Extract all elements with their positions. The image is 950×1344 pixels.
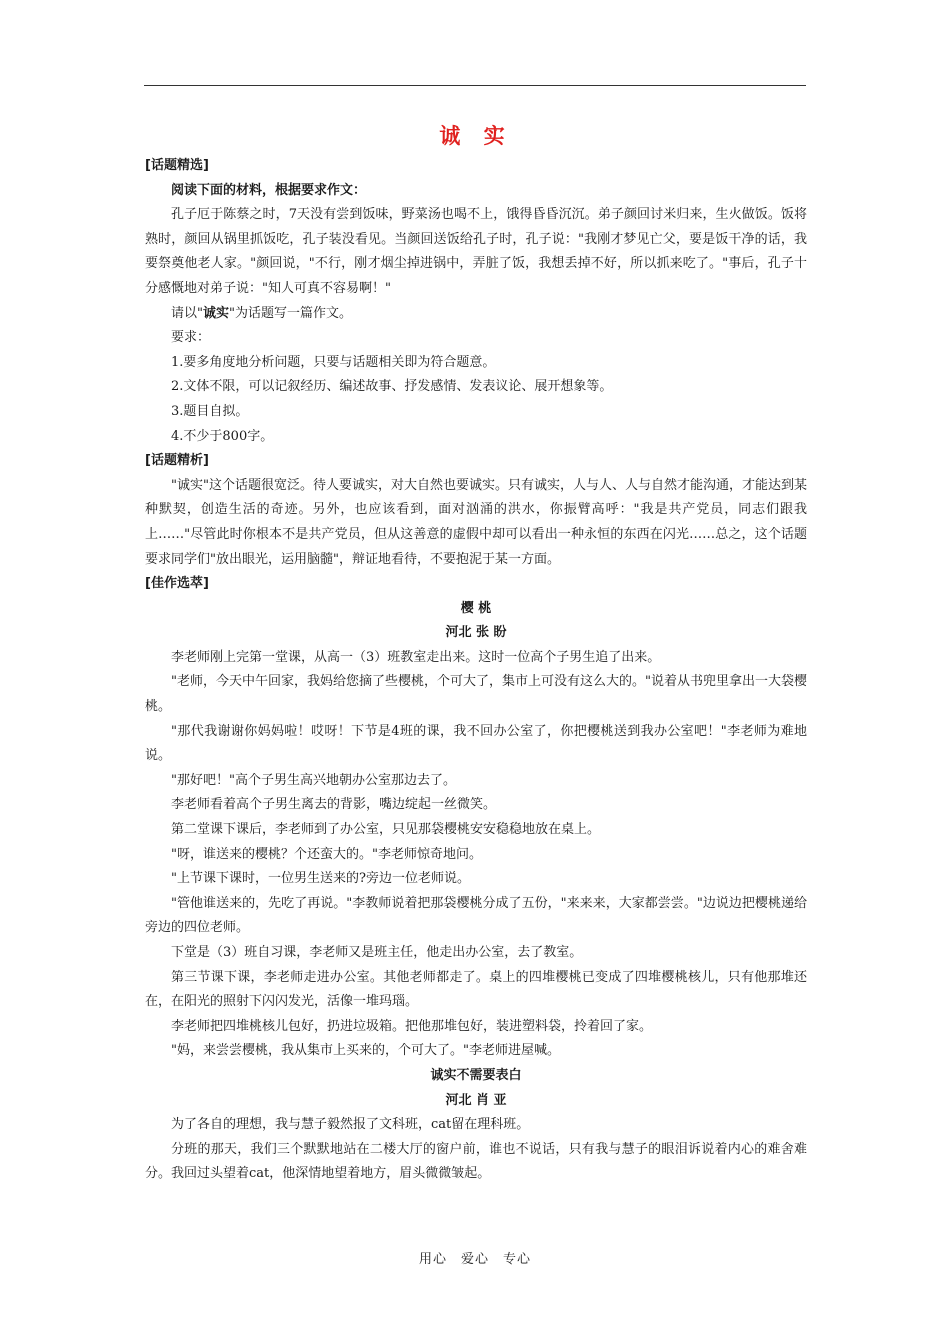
requirement-item: 3.题目自拟。 — [171, 403, 249, 419]
requirements-label: 要求： — [171, 330, 211, 346]
essay1-paragraph: 第三节课下课，李老师走进办公室。其他老师都走了。桌上的四堆樱桃已变成了四堆樱桃核儿，只有他那堆还在，在阳光的照射下闪闪发光，活像一堆玛瑙。 — [145, 969, 807, 1010]
document-body — [145, 120, 807, 1187]
requirement-item: 1.要多角度地分析问题，只要与话题相关即为符合题意。 — [171, 354, 496, 370]
requirement-item: 2.文体不限，可以记叙经历、编述故事、抒发感情、发表议论、展开想象等。 — [171, 379, 613, 395]
section-topic-analysis: [话题精析] — [145, 453, 209, 469]
essay1-paragraph: "上节课下课时，一位男生送来的?旁边一位老师说。 — [171, 871, 470, 887]
essay1-paragraph: "老师，今天中午回家，我妈给您摘了些樱桃，个可大了，集市上可没有这么大的。"说着从书兜里拿出一大袋樱桃。 — [145, 674, 807, 715]
requirement-item: 4.不少于800字。 — [171, 428, 274, 444]
essay1-paragraph: 李老师看着高个子男生离去的背影，嘴边绽起一丝微笑。 — [171, 797, 497, 813]
instruction: 阅读下面的材料，根据要求作文： — [171, 182, 367, 198]
essay1-paragraph: "管他谁送来的，先吃了再说。"李教师说着把那袋樱桃分成了五份，"来来来，大家都尝尝。"边说边把樱桃递给旁边的四位老师。 — [145, 895, 807, 936]
section-essays: [佳作选萃] — [145, 576, 209, 592]
page-title: 诚 实 — [439, 124, 513, 148]
page-footer: 用心 爱心 专心 — [418, 1252, 531, 1267]
essay1-paragraph: "呀，谁送来的樱桃？个还蛮大的。"李老师惊奇地问。 — [171, 846, 482, 862]
essay1-paragraph: "妈，来尝尝樱桃，我从集市上买来的，个可大了。"李老师进屋喊。 — [171, 1043, 560, 1059]
prompt-topic: 诚实 — [202, 305, 229, 321]
essay1-paragraph: 李老师把四堆桃核儿包好，扔进垃圾箱。把他那堆包好，装进塑料袋，拎着回了家。 — [171, 1018, 653, 1034]
essay2-title: 诚实不需要表白 — [430, 1067, 522, 1083]
analysis-paragraph: "诚实"这个话题很宽泛。待人要诚实，对大自然也要诚实。只有诚实，人与人、人与自然才能沟通，才能达到某种默契，创造生活的奇迹。另外，也应该看到，面对汹涌的洪水，你振臂高呼："我是共产党员，同志们跟我上……"尽管此时你根本不是共产党员，但从这善意的虚假中却可以看出一种永恒的东西在闪光……总之，这个话题要求同学们"放出眼光，运用脑髓"，辩证地看待，不要抱泥于某一方面。 — [145, 477, 807, 567]
essay1-paragraph: 李老师刚上完第一堂课，从高一（3）班教室走出来。这时一位高个子男生追了出来。 — [171, 649, 661, 665]
essay1-author: 河北 张 盼 — [445, 625, 507, 641]
essay2-paragraph: 为了各自的理想，我与慧子毅然报了文科班，cat留在理科班。 — [171, 1117, 530, 1133]
essay2-author: 河北 肖 亚 — [445, 1092, 507, 1108]
essay1-paragraph: "那好吧！"高个子男生高兴地朝办公室那边去了。 — [171, 772, 456, 788]
essay1-paragraph: "那代我谢谢你妈妈啦！哎呀！下节是4班的课，我不回办公室了，你把樱桃送到我办公室吧！"李老师为难地说。 — [145, 723, 807, 764]
material-paragraph: 孔子厄于陈蔡之时，7天没有尝到饭味，野菜汤也喝不上，饿得昏昏沉沉。弟子颜回讨米归来，生火做饭。饭将熟时，颜回从锅里抓饭吃，孔子装没看见。当颜回送饭给孔子时，孔子说："我刚才梦见亡父，要是饭干净的话，我要祭奠他老人家。"颜回说，"不行，刚才烟尘掉进锅中，弄脏了饭，我想丢掉不好，所以抓来吃了。"事后，孔子十分感慨地对弟子说："知人可真不容易啊！" — [145, 207, 807, 296]
prompt-line: 请以"诚实"为话题写一篇作文。 — [171, 305, 352, 321]
essay2-paragraph: 分班的那天，我们三个默默地站在二楼大厅的窗户前，谁也不说话，只有我与慧子的眼泪诉说着内心的难舍难分。我回过头望着cat，他深情地望着地方，眉头微微皱起。 — [145, 1141, 807, 1182]
essay1-paragraph: 第二堂课下课后，李老师到了办公室，只见那袋樱桃安安稳稳地放在桌上。 — [171, 822, 601, 838]
section-topic-select: [话题精选] — [145, 158, 209, 173]
header-rule — [144, 85, 806, 86]
essay1-title: 樱 桃 — [460, 600, 492, 616]
essay1-paragraph: 下堂是（3）班自习课，李老师又是班主任，他走出办公室，去了教室。 — [171, 945, 583, 960]
